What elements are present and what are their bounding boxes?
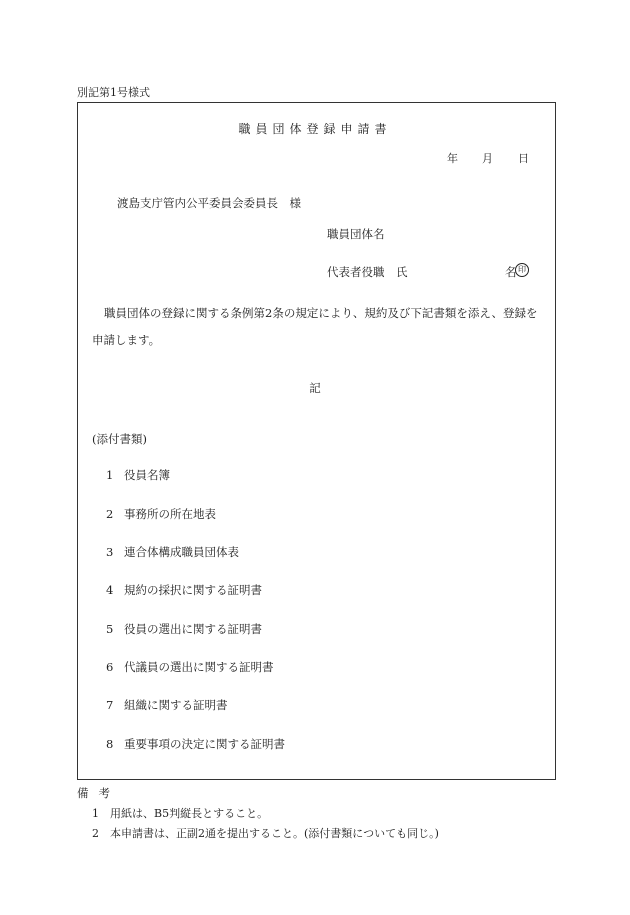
attachment-text: 役員名簿 (124, 468, 170, 482)
remark-text: 用紙は、B5判縦長とすること。 (110, 807, 269, 820)
attachment-number: 4 (106, 583, 114, 597)
attachment-number: 6 (106, 660, 114, 674)
attachment-text: 規約の採択に関する証明書 (124, 583, 262, 597)
remarks-heading: 備考 (77, 786, 120, 800)
attachment-number: 7 (106, 698, 114, 712)
attachment-item (106, 506, 216, 522)
attachment-text: 事務所の所在地表 (124, 507, 216, 521)
attachment-text: 重要事項の決定に関する証明書 (124, 737, 285, 751)
document-title: 職員団体登録申請書 (238, 122, 392, 136)
attachment-item (106, 659, 274, 675)
name-label: 名 (505, 265, 517, 279)
attachment-text: 組織に関する証明書 (124, 698, 228, 712)
attachment-text: 連合体構成職員団体表 (124, 545, 239, 559)
attachment-number: 8 (106, 737, 114, 751)
remark-number: 1 (92, 807, 99, 820)
attachment-number: 2 (106, 507, 114, 521)
attachment-item (106, 736, 285, 752)
attachment-item (106, 544, 239, 560)
application-body-text: 職員団体の登録に関する条例第2条の規定により、規約及び下記書類を添え、登録を申請します。 (92, 306, 538, 347)
remark-item (92, 825, 439, 841)
attachment-number: 1 (106, 468, 114, 482)
attachment-text: 代議員の選出に関する証明書 (124, 660, 274, 674)
date-month-label: 月 (482, 152, 493, 165)
date-day-label: 日 (518, 152, 529, 165)
attachment-number: 5 (106, 622, 114, 636)
attachment-item (106, 582, 262, 598)
ki-heading: 記 (309, 381, 321, 395)
attachment-number: 3 (106, 545, 114, 559)
attachment-item (106, 697, 228, 713)
addressee: 渡島支庁管内公平委員会委員長 様 (117, 196, 301, 210)
seal-icon: 印 (515, 263, 529, 277)
remark-text: 本申請書は、正副2通を提出すること。(添付書類についても同じ。) (110, 827, 439, 840)
attachments-heading: (添付書類) (92, 432, 147, 446)
attachment-item (106, 621, 262, 637)
date-year-label: 年 (447, 152, 458, 165)
remark-item (92, 805, 268, 821)
remark-number: 2 (92, 827, 99, 840)
attachment-text: 役員の選出に関する証明書 (124, 622, 262, 636)
form-number-label: 別記第1号様式 (77, 86, 150, 99)
attachment-item (106, 467, 170, 483)
representative-label: 代表者役職 氏 (327, 265, 408, 279)
org-name-label: 職員団体名 (327, 227, 385, 241)
